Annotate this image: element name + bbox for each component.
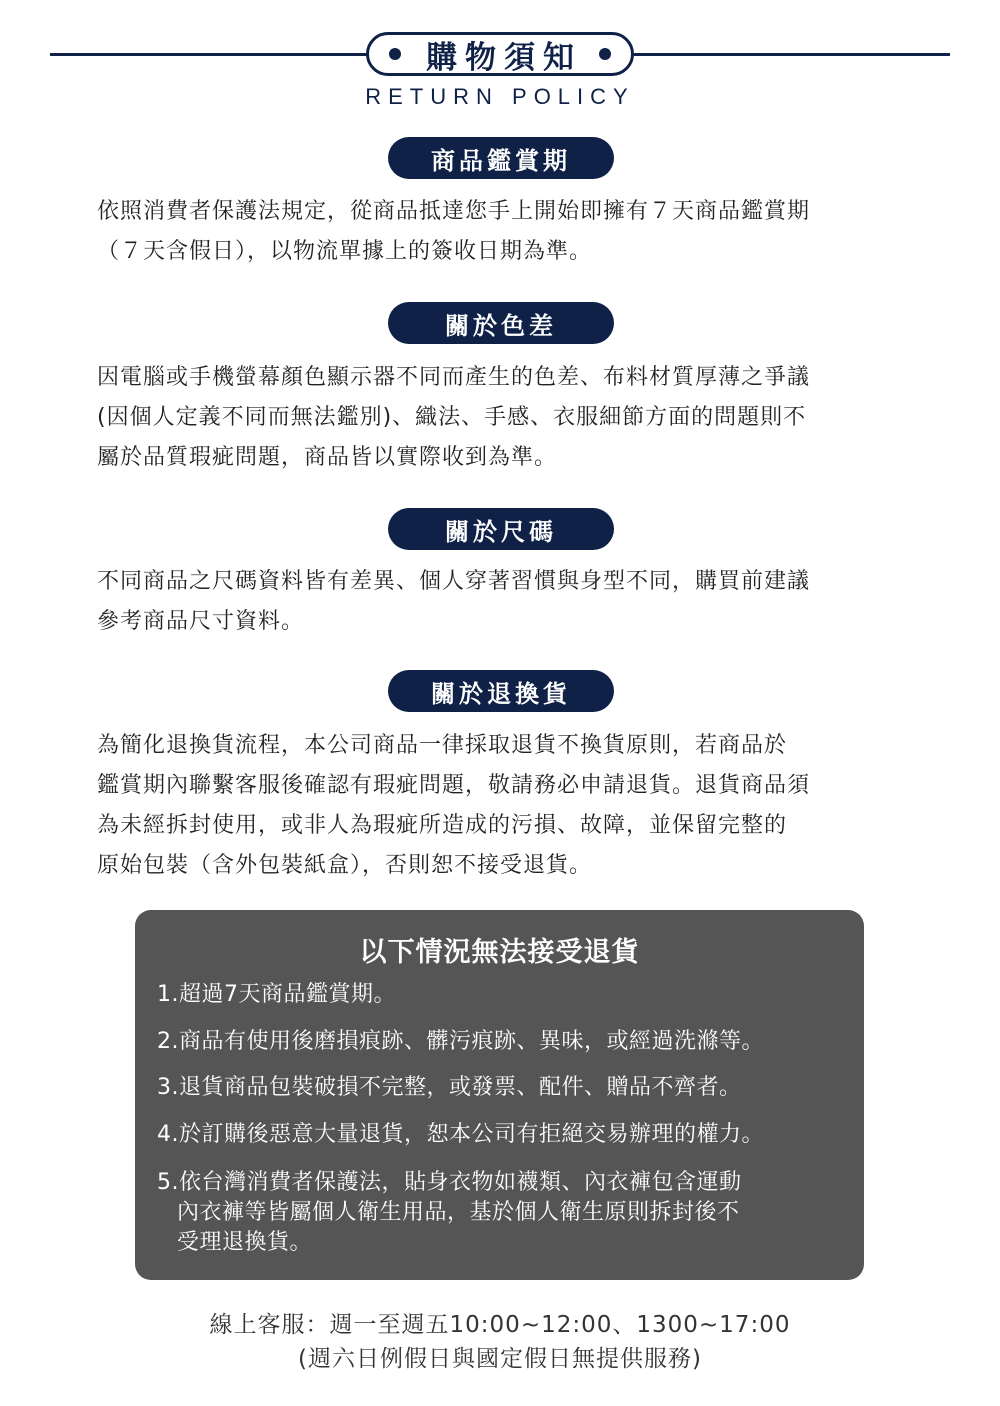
section-heading-returns: 關於退換貨	[388, 670, 614, 712]
notice-item-line: 內衣褲等皆屬個人衛生用品，基於個人衛生原則拆封後不	[177, 1200, 740, 1225]
section-heading-appreciation-period: 商品鑑賞期	[388, 137, 614, 179]
paragraph-line: 參考商品尺寸資料。	[97, 609, 305, 634]
page-title: 購物須知	[426, 39, 582, 76]
section-body-sizing	[97, 562, 909, 642]
notice-item: 4.於訂購後惡意大量退貨，恕本公司有拒絕交易辦理的權力。	[157, 1122, 764, 1147]
paragraph-line: 為未經拆封使用，或非人為瑕疵所造成的污損、故障，並保留完整的	[97, 813, 788, 838]
paragraph-line: 依照消費者保護法規定，從商品抵達您手上開始即擁有７天商品鑑賞期	[97, 199, 811, 224]
page-title-badge	[366, 32, 634, 76]
notice-item-line: 5.依台灣消費者保護法，貼身衣物如襪類、內衣褲包含運動	[157, 1170, 742, 1195]
bullet-dot-icon	[599, 48, 611, 60]
section-heading-color-difference: 關於色差	[388, 302, 614, 344]
notice-item: 1.超過7天商品鑑賞期。	[157, 982, 396, 1007]
paragraph-line: (因個人定義不同而無法鑑別)、織法、手感、衣服細節方面的問題則不	[97, 405, 807, 430]
section-body-color-difference	[97, 358, 909, 478]
paragraph-line: 屬於品質瑕疵問題，商品皆以實際收到為準。	[97, 445, 558, 470]
section-body-appreciation-period	[97, 192, 909, 272]
non-returnable-conditions-box	[135, 910, 864, 1280]
paragraph-line: 因電腦或手機螢幕顏色顯示器不同而產生的色差、布料材質厚薄之爭議	[97, 365, 811, 390]
paragraph-line: （７天含假日），以物流單據上的簽收日期為準。	[97, 239, 593, 264]
notice-title: 以下情況無法接受退貨	[359, 937, 640, 968]
notice-item-line: 受理退換貨。	[177, 1230, 313, 1255]
page-subtitle: RETURN POLICY	[365, 84, 635, 109]
section-body-returns	[97, 726, 909, 886]
section-heading-sizing: 關於尺碼	[388, 508, 614, 550]
paragraph-line: 原始包裝（含外包裝紙盒），否則恕不接受退貨。	[97, 853, 593, 878]
header-divider-right	[632, 53, 950, 56]
paragraph-line: 不同商品之尺碼資料皆有差異、個人穿著習慣與身型不同，購買前建議	[97, 569, 811, 594]
paragraph-line: 鑑賞期內聯繫客服後確認有瑕疵問題，敬請務必申請退貨。退貨商品須	[97, 773, 811, 798]
notice-item: 3.退貨商品包裝破損不完整，或發票、配件、贈品不齊者。	[157, 1075, 742, 1100]
paragraph-line: 為簡化退換貨流程，本公司商品一律採取退貨不換貨原則，若商品於	[97, 733, 788, 758]
notice-item: 2.商品有使用後磨損痕跡、髒污痕跡、異味，或經過洗滌等。	[157, 1029, 764, 1054]
customer-service-note: (週六日例假日與國定假日無提供服務)	[298, 1346, 702, 1372]
customer-service-hours: 線上客服：週一至週五10:00~12:00、1300~17:00	[209, 1312, 791, 1338]
notice-item-hygiene	[157, 1168, 847, 1258]
header-divider-left	[50, 53, 368, 56]
bullet-dot-icon	[389, 48, 401, 60]
